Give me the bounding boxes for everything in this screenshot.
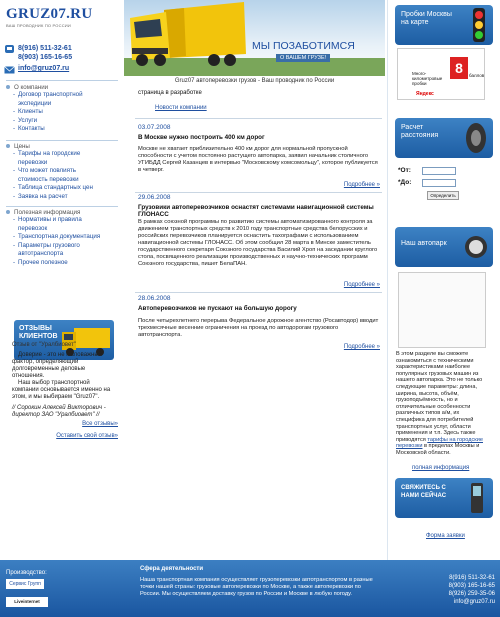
fleet-description — [396, 351, 488, 457]
activity-text: Наша транспортная компания осуществляет грузоперевозки автотранспортом в разные точки нашей страны: грузовые автоперевозки по Москве, а также автоперевозки по России. Мы осуществляем доставку грузов по России и Москве в любую погоду. — [140, 577, 373, 597]
traffic-score: 8 — [450, 57, 468, 79]
header-banner — [124, 0, 385, 76]
review-text-2: Наш выбор транспортной компании основывается именно на этом, и мы выбираем "Gruz07". — [12, 380, 111, 400]
dev-note: страница в разработке — [138, 90, 202, 96]
from-label: *От: — [398, 167, 411, 174]
review-block — [12, 342, 118, 440]
news-more-link[interactable]: Подробнее » — [343, 282, 380, 288]
phone-icon — [4, 44, 15, 54]
menu-item-regulations[interactable]: - Нормативы и правила перевозок — [6, 216, 106, 233]
menu-heading-prices[interactable]: Цены — [6, 143, 106, 150]
reviews-banner-label: ОТЗЫВЫ КЛИЕНТОВ — [19, 325, 58, 340]
news-more-link[interactable]: Подробнее » — [343, 182, 380, 188]
mobile-phone-icon — [463, 481, 489, 515]
menu-item-quote-request[interactable]: - Заявка на расчет — [6, 193, 106, 202]
footer-phone-3: 8(926) 259-35-06 — [448, 591, 495, 597]
menu-group-info — [6, 209, 106, 268]
menu-item-truck-params[interactable]: - Параметры грузового автотранспорта — [6, 242, 106, 259]
menu-heading-info[interactable]: Полезная информация — [6, 209, 106, 216]
traffic-banner-label: Пробки Москвы на карте — [401, 11, 452, 26]
traffic-widget[interactable] — [397, 48, 485, 100]
traffic-banner[interactable] — [395, 5, 493, 45]
menu-item-other[interactable]: - Прочее полезное — [6, 259, 106, 268]
menu-separator — [6, 206, 118, 207]
menu-heading-company[interactable]: О компании — [6, 84, 106, 91]
contact-phone-1: 8(916) 511-32-61 — [18, 45, 72, 52]
site-tagline: Gruz07 автоперевозки грузов - Ваш проводник по России — [174, 78, 335, 84]
fleet-text: В этом разделе вы сможете ознакомиться с техническими характеристиками наиболее популярных грузовых машин из нашего автопарка. Это не только следующие параметры: длина, ширина, высота, объём, грузоподъёмность, но и отличительные особенности различных типов а/м, их специфика для потребителей транспортных услуг, области применения и т.п. Здесь также приводятся — [396, 351, 483, 443]
traffic-unit: баллов — [469, 73, 485, 78]
calculate-button[interactable]: Определить — [427, 191, 459, 200]
news-divider — [135, 292, 382, 293]
news-more-link[interactable]: Подробнее » — [343, 344, 380, 350]
news-header-link[interactable]: Новости компании — [155, 105, 207, 111]
fleet-full-info-link[interactable]: полная информация — [412, 465, 470, 471]
footer-phone-2: 8(903) 165-16-65 — [448, 583, 495, 589]
news-title[interactable]: Грузовики автоперевозчиков оснастят системами навигационной системы ГЛОНАСС — [138, 204, 374, 218]
news-date: 03.07.2008 — [138, 124, 171, 131]
traffic-description: Много-километровые пробки — [412, 71, 443, 86]
contact-phone-2: 8(903) 165-16-65 — [18, 54, 73, 61]
review-signature: // Сорокин Алексей Викторович - директор ЗАО "Уралбиовет" // — [12, 405, 106, 418]
menu-group-company — [6, 84, 106, 134]
site-logo[interactable] — [6, 6, 116, 28]
to-label: *До: — [398, 179, 412, 186]
menu-item-clients[interactable]: - Клиенты — [6, 108, 106, 117]
tire-icon — [463, 121, 489, 155]
news-title[interactable]: Автоперевозчиков не пускают на большую дорогу — [138, 305, 297, 312]
truck-illustration — [124, 0, 385, 76]
footer — [0, 560, 500, 617]
menu-group-prices — [6, 143, 106, 202]
news-date: 29.06.2008 — [138, 194, 171, 201]
news-divider — [135, 192, 382, 193]
contact-email-link[interactable]: info@gruz07.ru — [18, 65, 70, 72]
developer-logo[interactable]: Сервис Групп — [6, 579, 44, 589]
fleet-image[interactable] — [398, 272, 486, 348]
logo-slogan: ВАШ ПРОВОДНИК ПО РОССИИ — [6, 23, 71, 28]
fleet-text: в пределах Москвы и Московской области. — [396, 443, 480, 456]
menu-item-documents[interactable]: - Транспортная документация — [6, 233, 106, 242]
news-title[interactable]: В Москве нужно построить 400 км дорог — [138, 134, 265, 141]
yandex-logo: Яндекс — [416, 91, 434, 97]
email-icon — [4, 65, 15, 75]
news-body: В рамках союзной программы по развитию системы автоматизированного контроля за движением транспортных средств к 2010 году транспортные средства белорусских и российских перевозчиков планируется оснастить тахографами с использованием навигационной системы ГЛОНАСС. Об этом сообщил 28 марта в Минске заместитель государственного секретаря Союзного государства Василий Хроп на заседании круглого стола, посвященного реализации производственных и научно-технических программ Союзного государства, пишет БелаПАН. — [138, 219, 378, 267]
contact-banner-label: СВЯЖИТЕСЬ С НАМИ СЕЙЧАС — [401, 485, 447, 499]
logo-name: GRUZ07.RU — [6, 6, 93, 22]
menu-item-contract[interactable]: - Договор транспортной экспедиции — [6, 91, 106, 108]
liveinternet-counter[interactable]: Liveinternet — [6, 597, 48, 607]
banner-subtitle: О ВАШЕМ ГРУЗЕ! — [276, 54, 330, 62]
menu-separator — [6, 140, 118, 141]
menu-separator — [6, 80, 118, 81]
menu-item-city-tariffs[interactable]: - Тарифы на городские перевозки — [6, 150, 106, 167]
review-text-1: Доверие - это не маловажный фактор, определяющий долговременные деловые отношения. — [12, 352, 103, 379]
fleet-banner-label: Наш автопарк — [401, 240, 447, 247]
footer-phone-1: 8(916) 511-32-61 — [449, 575, 495, 581]
news-date: 28.06.2008 — [138, 295, 171, 302]
traffic-light-icon — [471, 8, 487, 42]
banner-title: МЫ ПОЗАБОТИМСЯ — [252, 40, 355, 52]
news-divider — [135, 118, 382, 119]
contact-banner[interactable] — [395, 478, 493, 518]
footer-email[interactable]: info@gruz07.ru — [453, 599, 495, 605]
to-input[interactable] — [422, 179, 456, 187]
activity-title: Сфера деятельности — [140, 566, 204, 572]
news-body: Москве не хватает приблизительно 400 км дорог для нормальной пропускной способности с учетом постоянно растущего автопарка, заявил начальник столичного УГИБДД Сергей Казанцев в интервью "Московскому комсомольцу", которое публикуется в четверг. — [138, 146, 378, 173]
production-label: Производство: — [6, 570, 47, 576]
news-body: После четырехлетнего перерыва Федеральное дорожное агентство (Росавтодор) вводит трехмесячные весенние ограничения на проезд по автодорогам грузового автотранспорта. — [138, 318, 379, 338]
request-form-link[interactable]: Форма заявки — [426, 533, 465, 539]
review-heading: Отзыв от "Уралбиовет" — [12, 342, 77, 348]
distance-banner-label: Расчет расстояния — [401, 124, 439, 139]
fleet-banner[interactable] — [395, 227, 493, 267]
all-reviews-link[interactable]: Все отзывы» — [82, 421, 118, 427]
headlight-icon — [463, 230, 489, 264]
city-tariffs-link[interactable]: тарифы на городские перевозки — [396, 436, 483, 450]
menu-item-price-table[interactable]: - Таблица стандартных цен — [6, 184, 106, 193]
leave-review-link[interactable]: Оставить свой отзыв» — [56, 433, 118, 439]
distance-banner[interactable] — [395, 118, 493, 158]
menu-item-contacts[interactable]: - Контакты — [6, 125, 106, 134]
menu-item-services[interactable]: - Услуги — [6, 117, 106, 126]
from-input[interactable] — [422, 167, 456, 175]
menu-item-cost-factors[interactable]: - Что может повлиять стоимость перевозки — [6, 167, 106, 184]
